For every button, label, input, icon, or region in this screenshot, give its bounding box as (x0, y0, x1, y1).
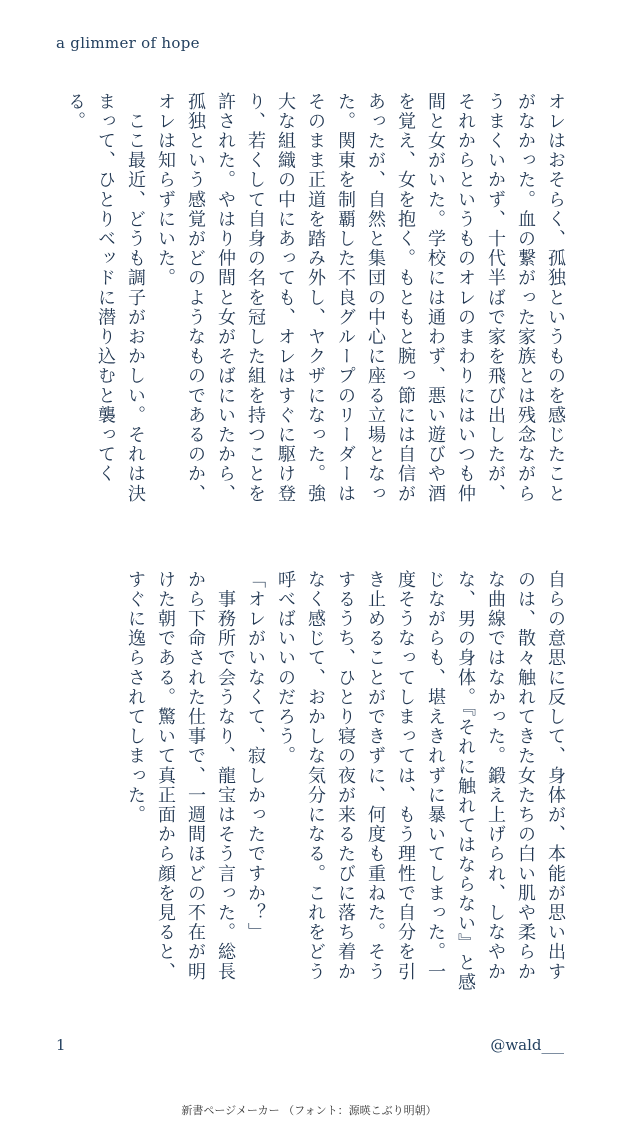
page-number: 1 (56, 1036, 66, 1054)
paragraph: ここ最近、どうも調子がおかしい。それは決まって、ひとりベッドに潜り込むと襲ってくる。 (65, 92, 146, 504)
footer-credit: 新書ページメーカー （フォント：源暎こぶり明朝） (181, 1104, 437, 1117)
paragraph: オレはおそらく、孤独というものを感じたことがなかった。血の繋がった家族とは残念ながらうまくいかず、十代半ばで家を飛び出したが、それからというものオレのまわりにはいつも仲間と女がいた。学校には通わず、悪い遊びや酒を覚え、女を抱く。もともと腕っ節には自信があったが、自然と集団の中心に座る立場となった。関東を制覇した不良グループのリーダーはそのまま正道を踏み外し、ヤクザになった。強大な組織の中にあっても、オレはすぐに駆け登り、若くして自身の名を冠した組を持つことを許された。やはり仲間と女がそばにいたから、孤独という感覚がどのようなものであるのか、オレは知らずにいた。 (155, 92, 566, 504)
page-title: a glimmer of hope (56, 34, 200, 52)
author-handle: @wald___ (490, 1036, 564, 1054)
dialogue-line: 「オレがいなくて、寂しかったですか？」 (245, 570, 266, 943)
paragraph: 事務所で会うなり、龍宝はそう言った。総長から下命された仕事で、一週間ほどの不在が明けた朝である。驚いて真正面から顔を見ると、すぐに逸らされてしまった。 (125, 570, 236, 982)
text-column-top (64, 92, 570, 522)
text-column-bottom (64, 570, 570, 1000)
paragraph: 自らの意思に反して、身体が、本能が思い出すのは、散々触れてきた女たちの白い肌や柔らかな曲線ではなかった。鍛え上げられ、しなやかな、男の身体。『それに触れてはならない』と感じながらも、堪えきれずに暴いてしまった。一度そうなってしまっては、もう理性で自分を引き止めることができずに、何度も重ねた。そうするうち、ひとり寝の夜が来るたびに落ち着かなく感じて、おかしな気分になる。これをどう呼べばいいのだろう。 (275, 570, 566, 993)
